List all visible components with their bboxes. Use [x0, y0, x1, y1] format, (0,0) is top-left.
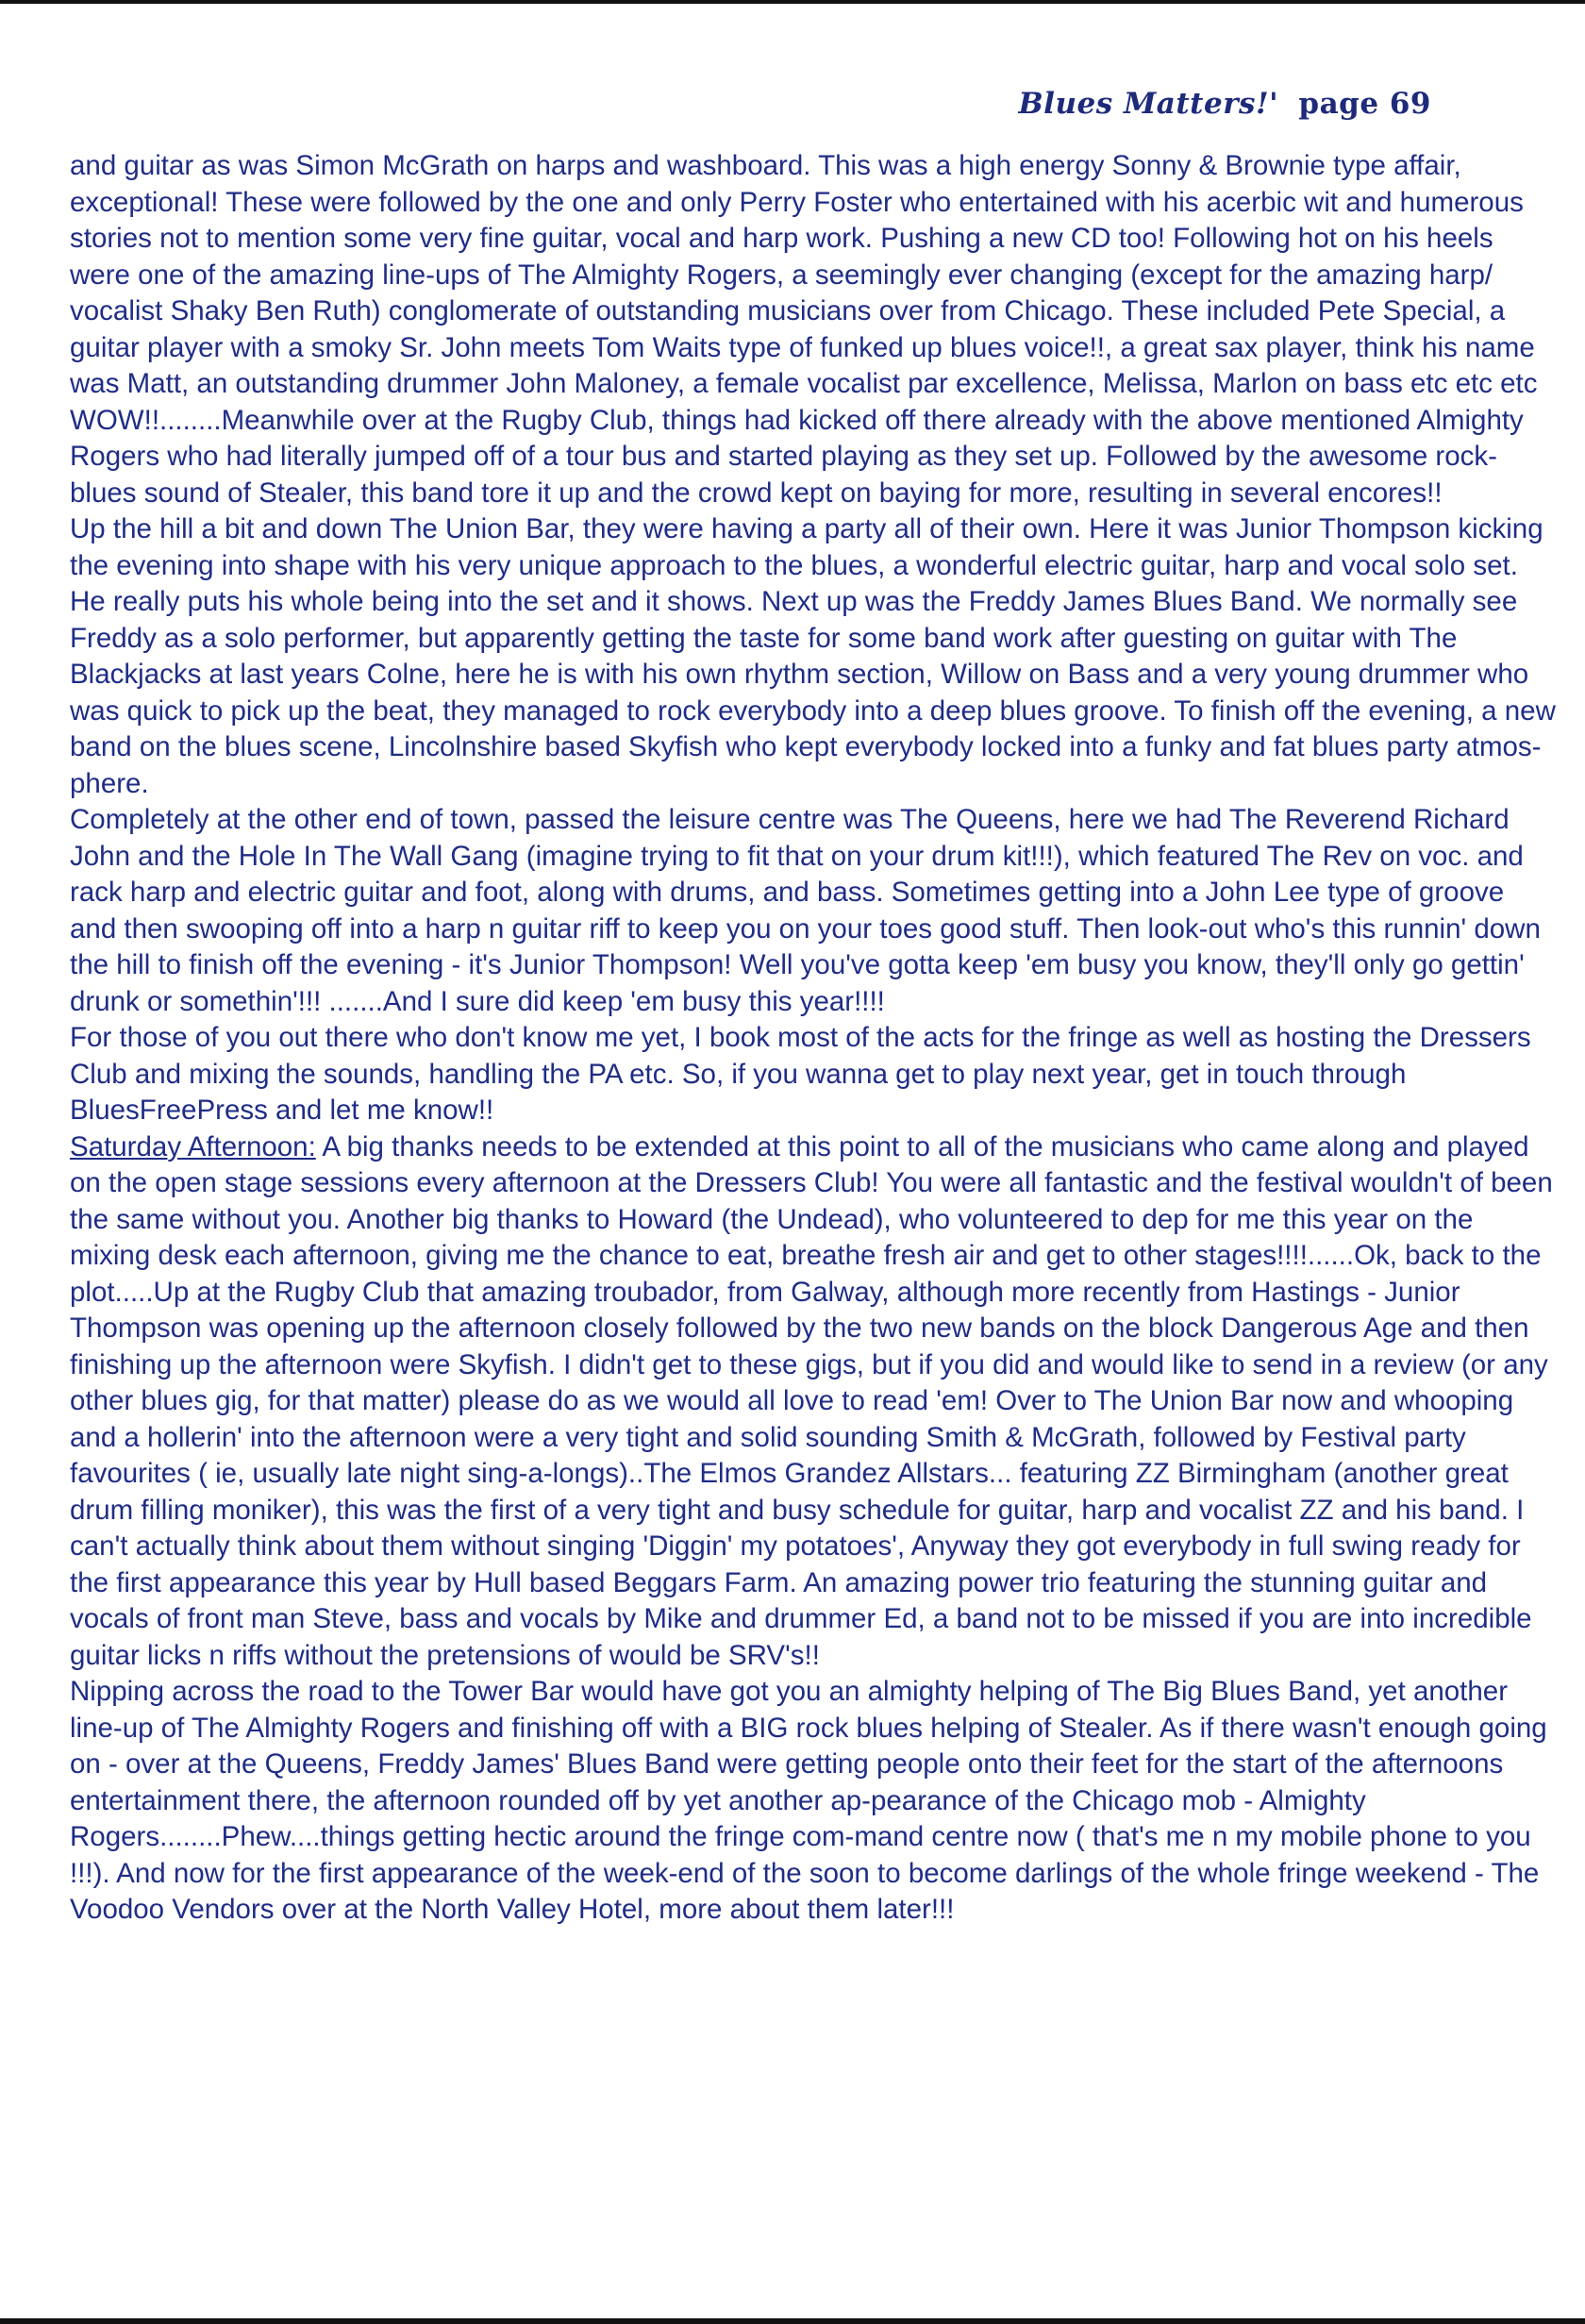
- paragraph-saturday-afternoon: [70, 1129, 1556, 1675]
- bottom-border-rule: [0, 2318, 1585, 2324]
- page-number: page 69: [1298, 87, 1431, 121]
- top-border-rule: [0, 0, 1585, 4]
- saturday-body: A big thanks needs to be extended at this point to all of the musicians who came along and played on the open stage sessions every afternoon at the Dressers Club! You were all fantastic and the festival wouldn't of been the same without you. Another big thanks to Howard (the Undead), who volunteered to dep for me this year on the mixing desk each afternoon, giving me the chance to eat, breathe fresh air and get to other stages!!!!......Ok, back to the plot.....Up at the Rugby Club that amazing troubador, from Galway, although more recently from Hastings - Junior Thompson was opening up the afternoon closely followed by the two new bands on the block Dangerous Age and then finishing up the afternoon were Skyfish. I didn't get to these gigs, but if you did and would like to send in a review (or any other blues gig, for that matter) please do as we would all love to read 'em! Over to The Union Bar now and whooping and a hollerin' into the afternoon were a very tight and solid sounding Smith & McGrath, followed by Festival party favourites ( ie, usually late night sing-a-longs)..The Elmos Grandez Allstars... featuring ZZ Birmingham (another great drum filling moniker), this was the first of a very tight and busy schedule for guitar, harp and vocalist ZZ and his band. I can't actually think about them without singing 'Diggin' my potatoes', Anyway they got everybody in full swing ready for the first appearance this year by Hull based Beggars Farm. An amazing power trio featuring the stunning guitar and vocals of front man Steve, bass and vocals by Mike and drummer Ed, a band not to be missed if you are into incredible guitar licks n riffs without the pretensions of would be SRV's!!: [70, 1130, 1553, 1671]
- paragraph-tower-bar: Nipping across the road to the Tower Bar would have got you an almighty helping of The Big Blues Band, yet another line-up of The Almighty Rogers and finishing off with a BIG rock blues helping of Stealer. As if there wasn't enough going on - over at the Queens, Freddy James' Blues Band were getting people onto their feet for the start of the afternoons entertainment there, the afternoon rounded off by yet another ap-pearance of the Chicago mob - Almighty Rogers........Phew....things getting hectic around the fringe com-mand centre now ( that's me n my mobile phone to you !!!). And now for the first appearance of the week-end of the soon to become darlings of the whole fringe weekend - The Voodoo Vendors over at the North Valley Hotel, more about them later!!!: [70, 1676, 1547, 1925]
- paragraph-festival-evening: and guitar as was Simon McGrath on harps and washboard. This was a high energy Sonny & Brownie type affair, exceptional! These were followed by the one and only Perry Foster who entertained with his acerbic wit and humerous stories not to mention some very fine guitar, vocal and harp work. Pushing a new CD too! Following hot on his heels were one of the amazing line-ups of The Almighty Rogers, a seemingly ever changing (except for the amazing harp/ vocalist Shaky Ben Ruth) conglomerate of outstanding musicians over from Chicago. These included Pete Special, a guitar player with a smoky Sr. John meets Tom Waits type of funked up blues voice!!, a great sax player, think his name was Matt, an outstanding drummer John Maloney, a female vocalist par excellence, Melissa, Marlon on bass etc etc etc WOW!!........Meanwhile over at the Rugby Club, things had kicked off there already with the above mentioned Almighty Rogers who had literally jumped off of a tour bus and started playing as they set up. Followed by the awesome rock-blues sound of Stealer, this band tore it up and the crowd kept on baying for more, resulting in several encores!!: [70, 150, 1538, 509]
- section-heading-saturday: Saturday Afternoon:: [70, 1130, 316, 1162]
- paragraph-union-bar: Up the hill a bit and down The Union Bar, they were having a party all of their own. Here it was Junior Thompson kicking the evening into shape with his very unique approach to the blues, a wonderful electric guitar, harp and vocal solo set. He really puts his whole being into the set and it shows. Next up was the Freddy James Blues Band. We normally see Freddy as a solo performer, but apparently getting the taste for some band work after guesting on guitar with The Blackjacks at last years Colne, here he is with his own rhythm section, Willow on Bass and a very young drummer who was quick to pick up the beat, they managed to rock everybody into a deep blues groove. To finish off the evening, a new band on the blues scene, Lincolnshire based Skyfish who kept everybody locked into a funky and fat blues party atmos-phere.: [70, 513, 1556, 799]
- page-header: [1018, 87, 1431, 121]
- magazine-title: Blues Matters!': [1018, 87, 1279, 121]
- paragraph-booking-note: For those of you out there who don't know me yet, I book most of the acts for the fringe as well as hosting the Dressers Club and mixing the sounds, handling the PA etc. So, if you wanna get to play next year, get in touch through BluesFreePress and let me know!!: [70, 1022, 1531, 1126]
- paragraph-the-queens: Completely at the other end of town, passed the leisure centre was The Queens, here we had The Reverend Richard John and the Hole In The Wall Gang (imagine trying to fit that on your drum kit!!!), which featured The Rev on voc. and rack harp and electric guitar and foot, along with drums, and bass. Sometimes getting into a John Lee type of groove and then swooping off into a harp n guitar riff to keep you on your toes good stuff. Then look-out who's this runnin' down the hill to finish off the evening - it's Junior Thompson! Well you've gotta keep 'em busy you know, they'll only go gettin' drunk or somethin'!!! .......And I sure did keep 'em busy this year!!!!: [70, 804, 1541, 1017]
- article-body: [70, 148, 1556, 1929]
